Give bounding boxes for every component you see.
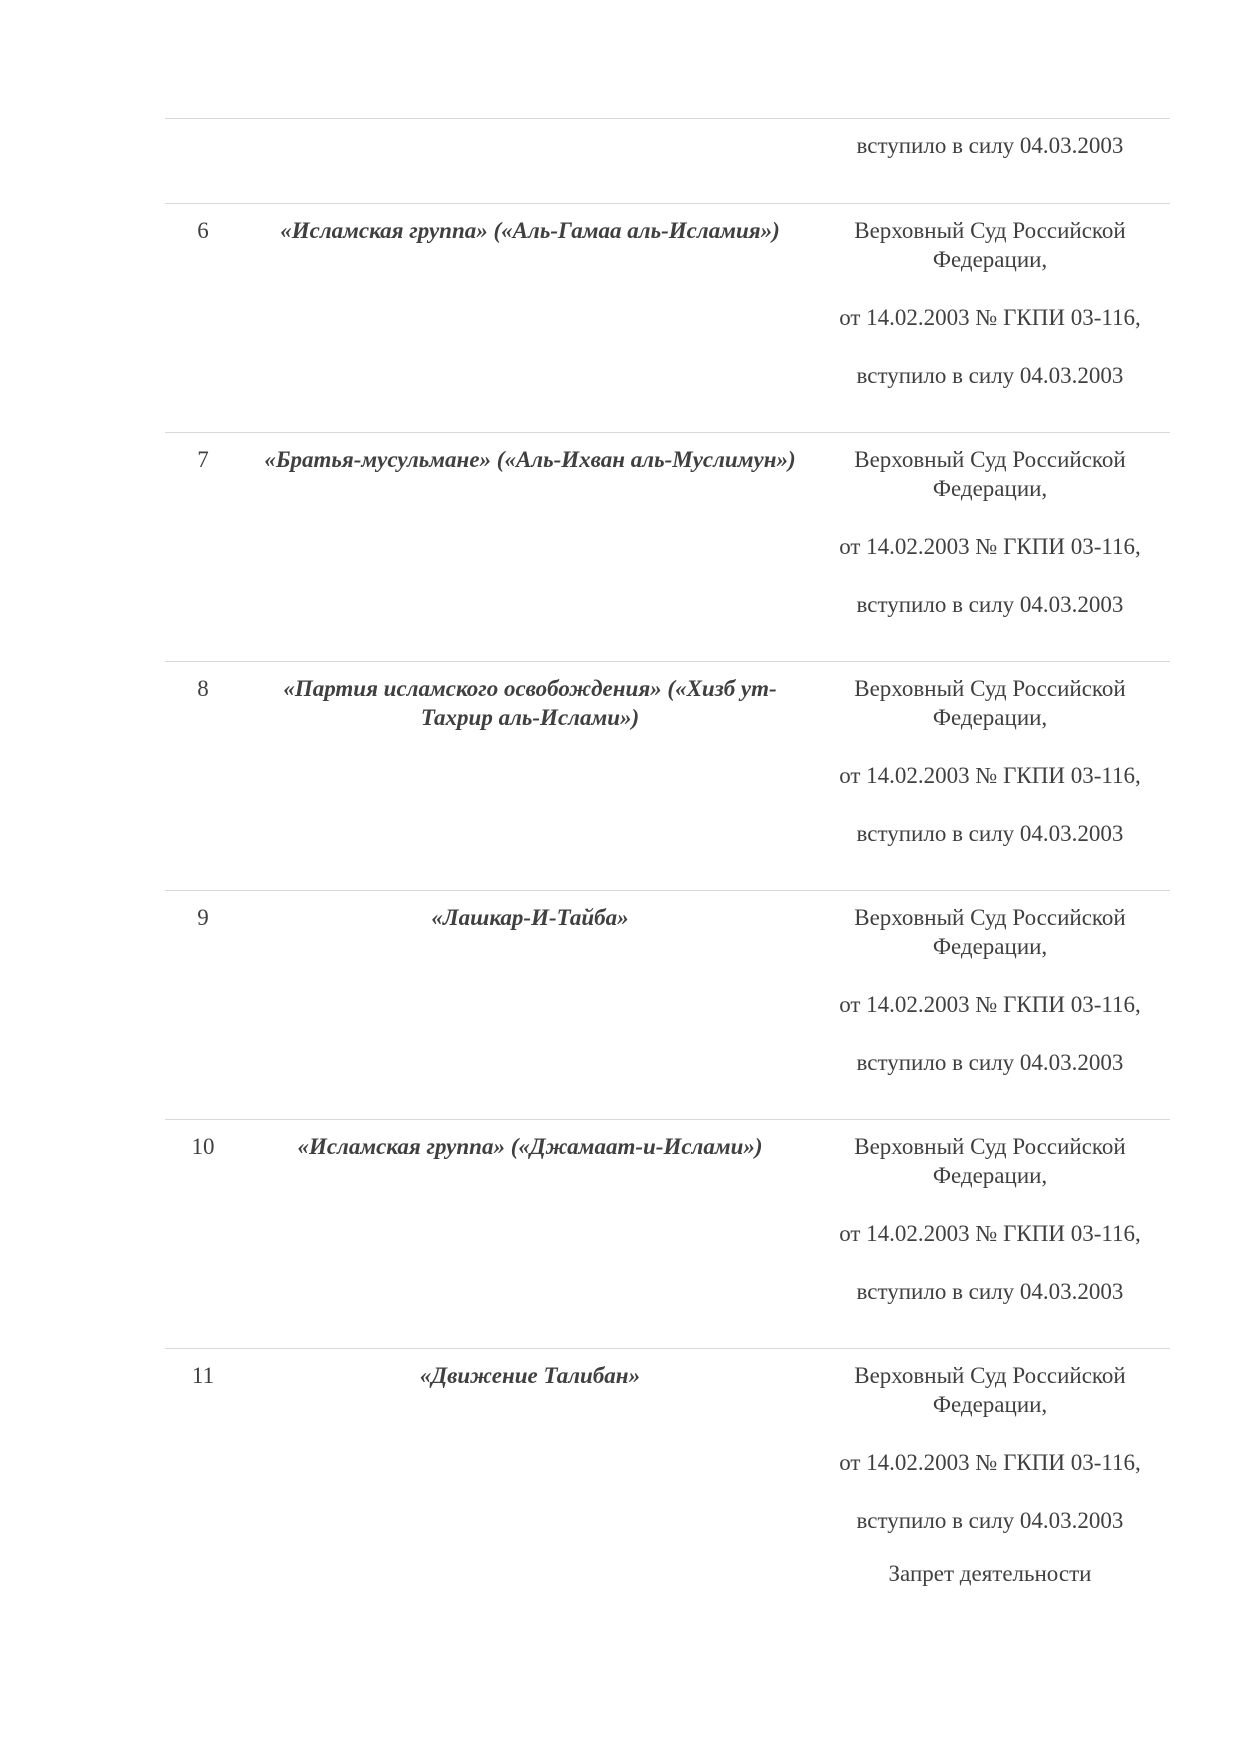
row-number: 7 <box>197 447 209 472</box>
decision-cell <box>820 216 1160 390</box>
row-number: 9 <box>197 905 209 930</box>
table-row-divider <box>165 432 1170 433</box>
decision-court-text: Верховный Суд Российской Федерации, <box>854 905 1126 959</box>
decision-cell <box>820 1132 1160 1306</box>
table-row-divider <box>165 1348 1170 1349</box>
decision-court-text: Верховный Суд Российской Федерации, <box>854 447 1126 501</box>
table-row-divider <box>165 890 1170 891</box>
decision-cell <box>820 445 1160 619</box>
row-number: 6 <box>197 218 209 243</box>
decision-effective-text: вступило в силу 04.03.2003 <box>856 821 1124 846</box>
decision-order-text: от 14.02.2003 № ГКПИ 03-116, <box>839 305 1141 330</box>
decision-cell <box>820 1361 1160 1588</box>
table-row-divider <box>165 661 1170 662</box>
decision-effective-text: вступило в силу 04.03.2003 <box>856 1508 1124 1533</box>
decision-order-text: от 14.02.2003 № ГКПИ 03-116, <box>839 534 1141 559</box>
decision-effective-text: вступило в силу 04.03.2003 <box>856 1050 1124 1075</box>
organization-name: «Исламская группа» («Аль-Гамаа аль-Исламия») <box>280 218 780 243</box>
decision-court-text: Верховный Суд Российской Федерации, <box>854 676 1126 730</box>
decision-cell <box>820 674 1160 848</box>
row-number: 11 <box>191 1363 215 1388</box>
decision-order-text: от 14.02.2003 № ГКПИ 03-116, <box>839 763 1141 788</box>
organization-name: «Братья-мусульмане» («Аль-Ихван аль-Муслимун») <box>264 447 796 472</box>
organization-name: «Исламская группа» («Джамаат-и-Ислами») <box>297 1134 763 1159</box>
decision-court-text: Верховный Суд Российской Федерации, <box>854 218 1126 272</box>
decision-cell <box>820 131 1160 160</box>
table-row-divider <box>165 203 1170 204</box>
row-number: 8 <box>197 676 209 701</box>
organization-name: «Движение Талибан» <box>419 1363 641 1388</box>
decision-order-text: от 14.02.2003 № ГКПИ 03-116, <box>839 992 1141 1017</box>
decision-cell <box>820 903 1160 1077</box>
decision-effective-text: вступило в силу 04.03.2003 <box>856 1279 1124 1304</box>
decision-ban-text: Запрет деятельности <box>888 1561 1092 1586</box>
table-row-divider <box>165 118 1170 119</box>
decision-effective-text: вступило в силу 04.03.2003 <box>856 133 1124 158</box>
table-row-divider <box>165 1119 1170 1120</box>
decision-effective-text: вступило в силу 04.03.2003 <box>856 363 1124 388</box>
decision-order-text: от 14.02.2003 № ГКПИ 03-116, <box>839 1221 1141 1246</box>
decision-effective-text: вступило в силу 04.03.2003 <box>856 592 1124 617</box>
organization-name: «Лашкар-И-Тайба» <box>431 905 629 930</box>
decision-order-text: от 14.02.2003 № ГКПИ 03-116, <box>839 1450 1141 1475</box>
decision-court-text: Верховный Суд Российской Федерации, <box>854 1363 1126 1417</box>
row-number: 10 <box>191 1134 215 1159</box>
organization-name: «Партия исламского освобождения» («Хизб ут-Тахрир аль-Ислами») <box>283 676 777 730</box>
decision-court-text: Верховный Суд Российской Федерации, <box>854 1134 1126 1188</box>
